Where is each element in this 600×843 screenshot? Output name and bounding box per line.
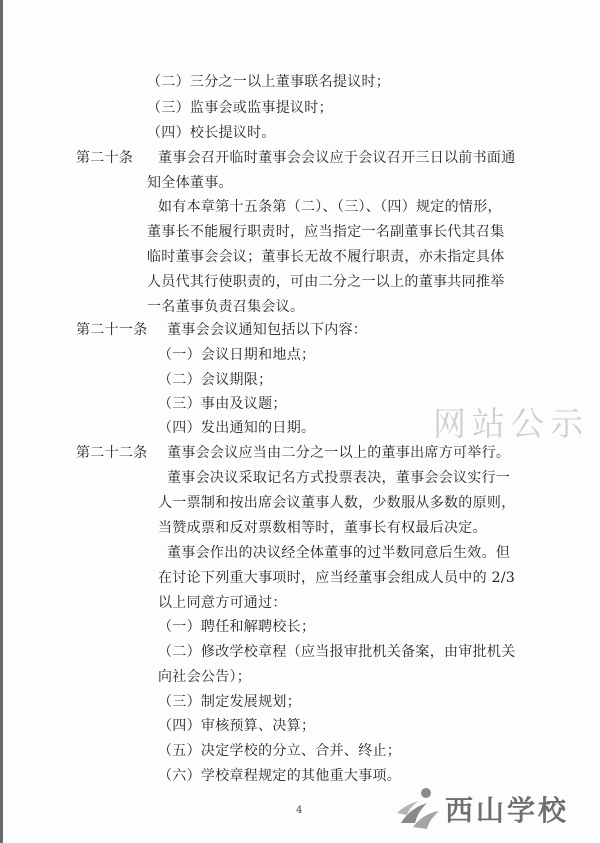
doc-line: （四）发出通知的日期。	[158, 420, 316, 436]
doc-line: 知全体董事。	[147, 175, 233, 191]
doc-line: （二）三分之一以上董事联名提议时；	[147, 74, 391, 90]
doc-line: （一）会议日期和地点；	[158, 347, 316, 363]
doc-line: （三）监事会或监事提议时；	[147, 100, 333, 116]
logo-mark-icon	[393, 783, 445, 831]
doc-line: 董事会召开临时董事会会议应于会议召开三日以前书面通	[158, 150, 516, 166]
article-heading: 第二十条	[76, 150, 134, 166]
article-heading: 第二十二条	[76, 445, 148, 461]
doc-line: 董事会会议应当由二分之一以上的董事出席方可举行。	[167, 445, 511, 461]
doc-line: 一名董事负责召集会议。	[147, 299, 305, 315]
watermark-text: 网站公示	[433, 404, 589, 443]
doc-line: （三）事由及议题；	[158, 396, 287, 412]
doc-line: （四）审核预算、决算；	[158, 718, 316, 734]
doc-line: （六）学校章程规定的其他重大事项。	[158, 768, 402, 784]
doc-line: 董事会决议采取记名方式投票表决，董事会会议实行一	[167, 470, 511, 486]
doc-line: （二）修改学校章程（应当报审批机关备案，由审批机关	[158, 644, 516, 660]
doc-line: 董事会作出的决议经全体董事的过半数同意后生效。但	[167, 545, 511, 561]
doc-line: 当赞成票和反对票数相等时，董事长有权最后决定。	[158, 520, 487, 536]
doc-line: 在讨论下列重大事项时，应当经董事会组成人员中的 2/3	[158, 570, 516, 586]
doc-line: 董事会会议通知包括以下内容：	[167, 322, 368, 338]
doc-line: 向社会公告）；	[158, 669, 252, 685]
doc-line: 人员代其行使职责的，可由二分之一以上的董事共同推举	[147, 274, 505, 290]
doc-line: 董事长不能履行职责时，应当指定一名副董事长代其召集	[147, 224, 505, 240]
doc-line: （一）聘任和解聘校长；	[158, 619, 316, 635]
scan-edge	[0, 0, 3, 843]
article-heading: 第二十一条	[76, 322, 148, 338]
logo-text: 西山学校	[445, 794, 570, 827]
doc-line: 如有本章第十五条第（二）、（三）、（四）规定的情形，	[158, 199, 502, 215]
page-number: 4	[296, 805, 303, 816]
school-logo	[393, 783, 593, 833]
doc-line: 以上同意方可通过：	[158, 595, 287, 611]
doc-line: （三）制定发展规划；	[158, 694, 301, 710]
doc-line: （五）决定学校的分立、合并、终止；	[158, 743, 402, 759]
doc-line: 人一票制和按出席会议董事人数，少数服从多数的原则，	[158, 495, 516, 511]
doc-line: （四）校长提议时。	[147, 125, 276, 141]
doc-line: （二）会议期限；	[158, 372, 273, 388]
doc-line: 临时董事会会议；董事长无故不履行职责，亦未指定具体	[147, 249, 505, 265]
